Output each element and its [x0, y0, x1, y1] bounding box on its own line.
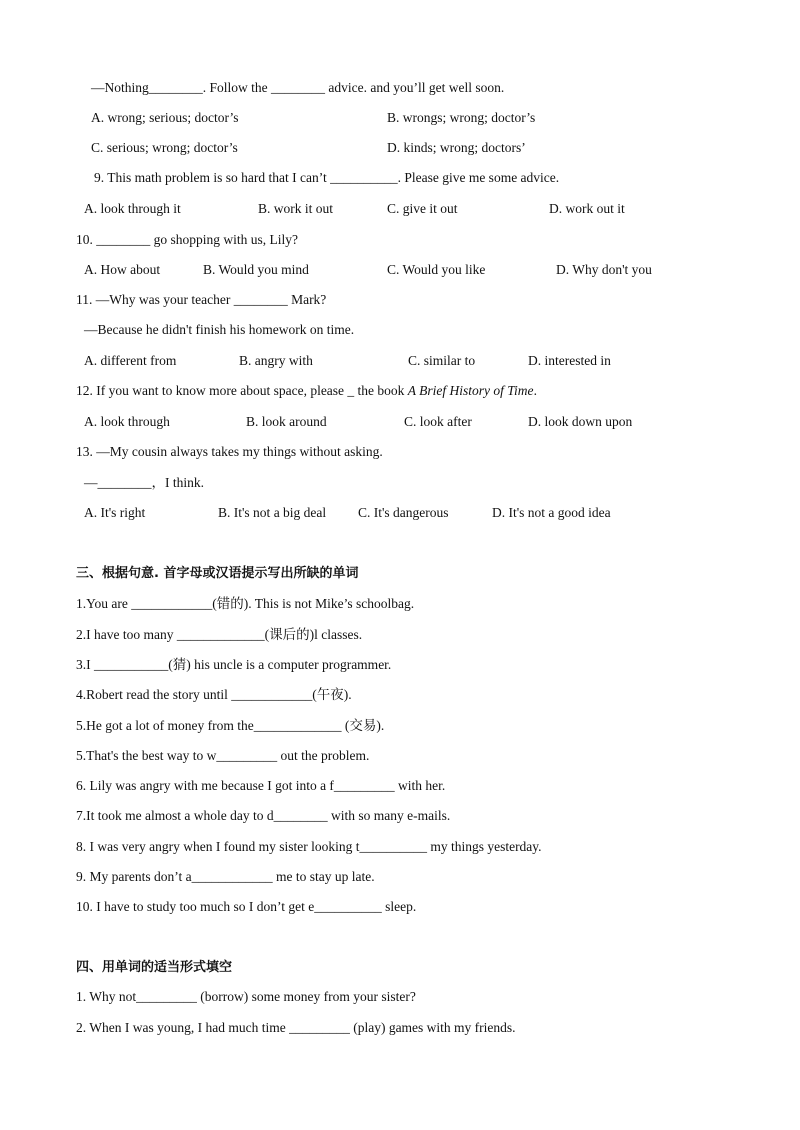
q13-option-c: C. It's dangerous — [358, 505, 449, 520]
q12-option-a: A. look through — [84, 414, 170, 429]
q12-option-d: D. look down upon — [528, 414, 633, 429]
q9-option-c: C. give it out — [387, 201, 458, 216]
q10-option-b: B. Would you mind — [203, 262, 309, 277]
section3-item: 4.Robert read the story until ____________(午夜). — [76, 687, 352, 702]
section3-item: 8. I was very angry when I found my sister looking t__________ my things yesterday. — [76, 839, 542, 854]
q11-option-a: A. different from — [84, 353, 177, 368]
section4-item: 2. When I was young, I had much time _________ (play) games with my friends. — [76, 1020, 516, 1035]
q9-stem: 9. This math problem is so hard that I can’t __________. Please give me some advice. — [94, 170, 560, 185]
q9-option-d: D. work out it — [549, 201, 625, 216]
q11-reply: —Because he didn't finish his homework on time. — [84, 322, 355, 337]
q13-option-a: A. It's right — [84, 505, 146, 520]
q12-stem-text: 12. If you want to know more about space, please _ the book — [76, 383, 408, 398]
section3-item: 5.That's the best way to w_________ out the problem. — [76, 748, 370, 763]
q11-option-d: D. interested in — [528, 353, 611, 368]
section3-item: 7.It took me almost a whole day to d________ with so many e-mails. — [76, 808, 451, 823]
q12-stem-end: . — [533, 383, 537, 398]
section3-item: 10. I have to study too much so I don’t get e__________ sleep. — [76, 899, 417, 914]
section4-heading: 四、用单词的适当形式填空 — [76, 960, 233, 975]
section3-item: 3.I ___________(猜) his uncle is a computer programmer. — [76, 657, 392, 672]
q12-stem — [76, 383, 537, 399]
q11-option-c: C. similar to — [408, 353, 476, 368]
section3-item: 9. My parents don’t a____________ me to stay up late. — [76, 869, 375, 884]
q10-option-a: A. How about — [84, 262, 161, 277]
q9-option-b: B. work it out — [258, 201, 334, 216]
q8-option-d: D. kinds; wrong; doctors’ — [387, 140, 526, 155]
q8-option-c: C. serious; wrong; doctor’s — [91, 140, 238, 155]
q8-stem: —Nothing________. Follow the ________ advice. and you’ll get well soon. — [91, 80, 505, 95]
q8-option-b: B. wrongs; wrong; doctor’s — [387, 110, 536, 125]
section3-item: 6. Lily was angry with me because I got into a f_________ with her. — [76, 778, 446, 793]
q13-option-b: B. It's not a big deal — [218, 505, 327, 520]
section3-item: 5.He got a lot of money from the_____________ (交易). — [76, 718, 385, 733]
q13-reply: —________，I think. — [84, 475, 204, 490]
section3-item: 1.You are ____________(错的). This is not Mike’s schoolbag. — [76, 596, 415, 611]
q10-option-c: C. Would you like — [387, 262, 486, 277]
q11-option-b: B. angry with — [239, 353, 313, 368]
section3-heading: 三、根据句意. 首字母或汉语提示写出所缺的单词 — [76, 566, 359, 581]
q12-book-title: A Brief History of Time — [407, 383, 534, 398]
q13-option-d: D. It's not a good idea — [492, 505, 611, 520]
section3-item: 2.I have too many _____________(课后的)l classes. — [76, 627, 363, 642]
q8-option-a: A. wrong; serious; doctor’s — [91, 110, 239, 125]
q10-option-d: D. Why don't you — [556, 262, 652, 277]
q10-stem: 10. ________ go shopping with us, Lily? — [76, 232, 298, 247]
q13-stem: 13. —My cousin always takes my things without asking. — [76, 444, 383, 459]
q11-stem: 11. —Why was your teacher ________ Mark? — [76, 292, 327, 307]
q12-option-c: C. look after — [404, 414, 472, 429]
q12-option-b: B. look around — [246, 414, 327, 429]
section4-item: 1. Why not_________ (borrow) some money from your sister? — [76, 989, 416, 1004]
q9-option-a: A. look through it — [84, 201, 181, 216]
